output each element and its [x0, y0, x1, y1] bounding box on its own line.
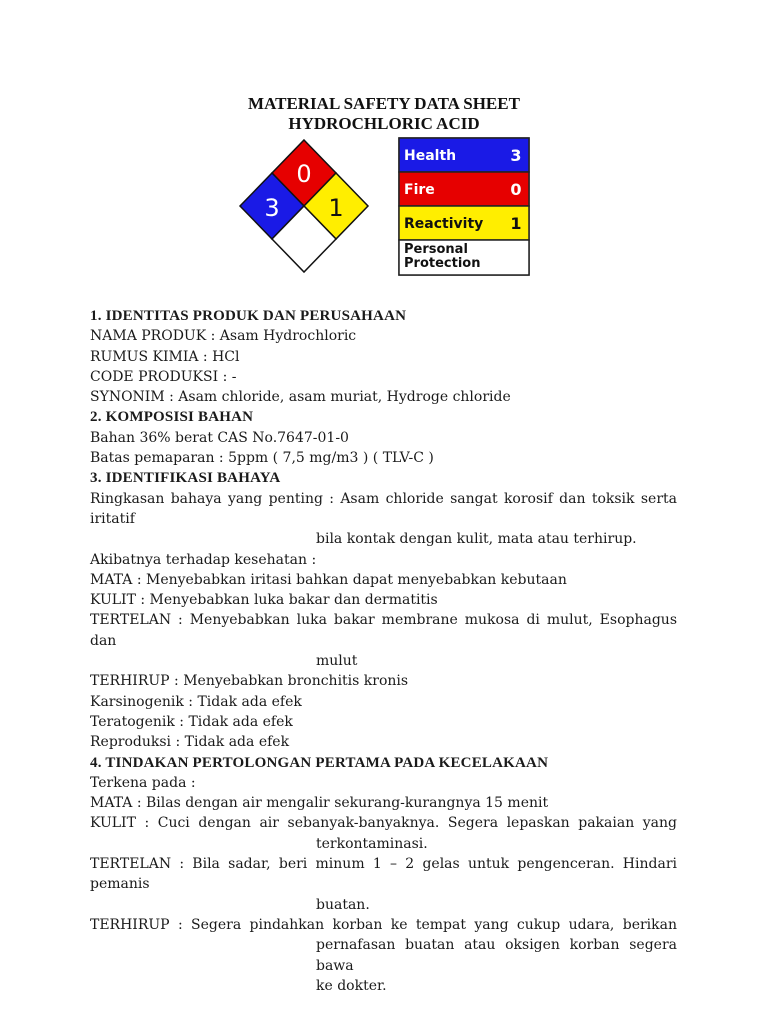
section-heading-4: 4. TINDAKAN PERTOLONGAN PERTAMA PADA KECELAKAAN — [90, 754, 549, 771]
pertolongan-terhirup: TERHIRUP : Segera pindahkan korban ke tempat yang cukup udara, berikan — [90, 916, 677, 933]
rumus-kimia: RUMUS KIMIA : HCl — [90, 348, 240, 365]
pertolongan-kulit-cont: terkontaminasi. — [316, 835, 428, 852]
pertolongan-tertelan: TERTELAN : Bila sadar, beri minum 1 – 2 gelas untuk pengenceran. Hindari pemanis — [90, 856, 677, 893]
efek-tertelan: TERTELAN : Menyebabkan luka bakar membrane mukosa di mulut, Esophagus dan — [90, 612, 677, 649]
nfpa-health-value: 3 — [264, 194, 280, 222]
document-subtitle: HYDROCHLORIC ACID — [288, 114, 480, 133]
akibat-kesehatan: Akibatnya terhadap kesehatan : — [90, 551, 317, 568]
pertolongan-mata: MATA : Bilas dengan air mengalir sekurang-kurangnya 15 menit — [90, 795, 549, 812]
section-heading-2: 2. KOMPOSISI BAHAN — [90, 409, 254, 426]
document-title: MATERIAL SAFETY DATA SHEET — [248, 94, 520, 113]
efek-mata: MATA : Menyebabkan iritasi bahkan dapat menyebabkan kebutaan — [90, 571, 567, 588]
efek-terhirup: TERHIRUP : Menyebabkan bronchitis kronis — [90, 673, 409, 690]
hazard-row-label: Reactivity — [404, 216, 484, 232]
hazard-row-label: Personal — [404, 242, 468, 257]
hazard-row-value: 3 — [510, 146, 522, 165]
batas-pemaparan: Batas pemaparan : 5ppm ( 7,5 mg/m3 ) ( TLV-C ) — [90, 450, 434, 467]
hazard-row-label: Fire — [404, 182, 435, 198]
pertolongan-terhirup-cont2: ke dokter. — [316, 977, 387, 994]
hazard-rating-box — [398, 137, 530, 276]
hazard-row-value: 0 — [510, 180, 522, 199]
document-body — [90, 306, 677, 996]
bahan: Bahan 36% berat CAS No.7647-01-0 — [90, 429, 349, 446]
terkena-pada: Terkena pada : — [90, 774, 196, 791]
section-heading-3: 3. IDENTIFIKASI BAHAYA — [90, 470, 281, 487]
hazard-row-value: 1 — [510, 214, 522, 233]
efek-tertelan-cont: mulut — [316, 653, 358, 670]
karsinogenik: Karsinogenik : Tidak ada efek — [90, 693, 302, 710]
hazard-row-label: Protection — [404, 256, 481, 271]
pertolongan-terhirup-cont: pernafasan buatan atau oksigen korban segera bawa — [316, 937, 677, 974]
teratogenik: Teratogenik : Tidak ada efek — [90, 713, 293, 730]
nfpa-reactivity-value: 1 — [328, 194, 344, 222]
synonim: SYNONIM : Asam chloride, asam muriat, Hydroge chloride — [90, 389, 511, 406]
nfpa-fire-value: 0 — [296, 160, 312, 188]
code-produksi: CODE PRODUKSI : - — [90, 368, 237, 385]
reproduksi: Reproduksi : Tidak ada efek — [90, 734, 290, 751]
section-heading-1: 1. IDENTITAS PRODUK DAN PERUSAHAAN — [90, 308, 407, 324]
nama-produk: NAMA PRODUK : Asam Hydrochloric — [90, 328, 357, 345]
pertolongan-kulit: KULIT : Cuci dengan air sebanyak-banyaknya. Segera lepaskan pakaian yang — [90, 815, 677, 832]
pertolongan-tertelan-cont: buatan. — [316, 896, 370, 913]
hazard-row-label: Health — [404, 148, 457, 164]
efek-kulit: KULIT : Menyebabkan luka bakar dan dermatitis — [90, 592, 438, 609]
ringkasan-bahaya-cont: bila kontak dengan kulit, mata atau terhirup. — [316, 531, 637, 548]
ringkasan-bahaya: Ringkasan bahaya yang penting : Asam chloride sangat korosif dan toksik serta iritatif — [90, 490, 677, 527]
nfpa-diamond-icon — [238, 138, 370, 276]
